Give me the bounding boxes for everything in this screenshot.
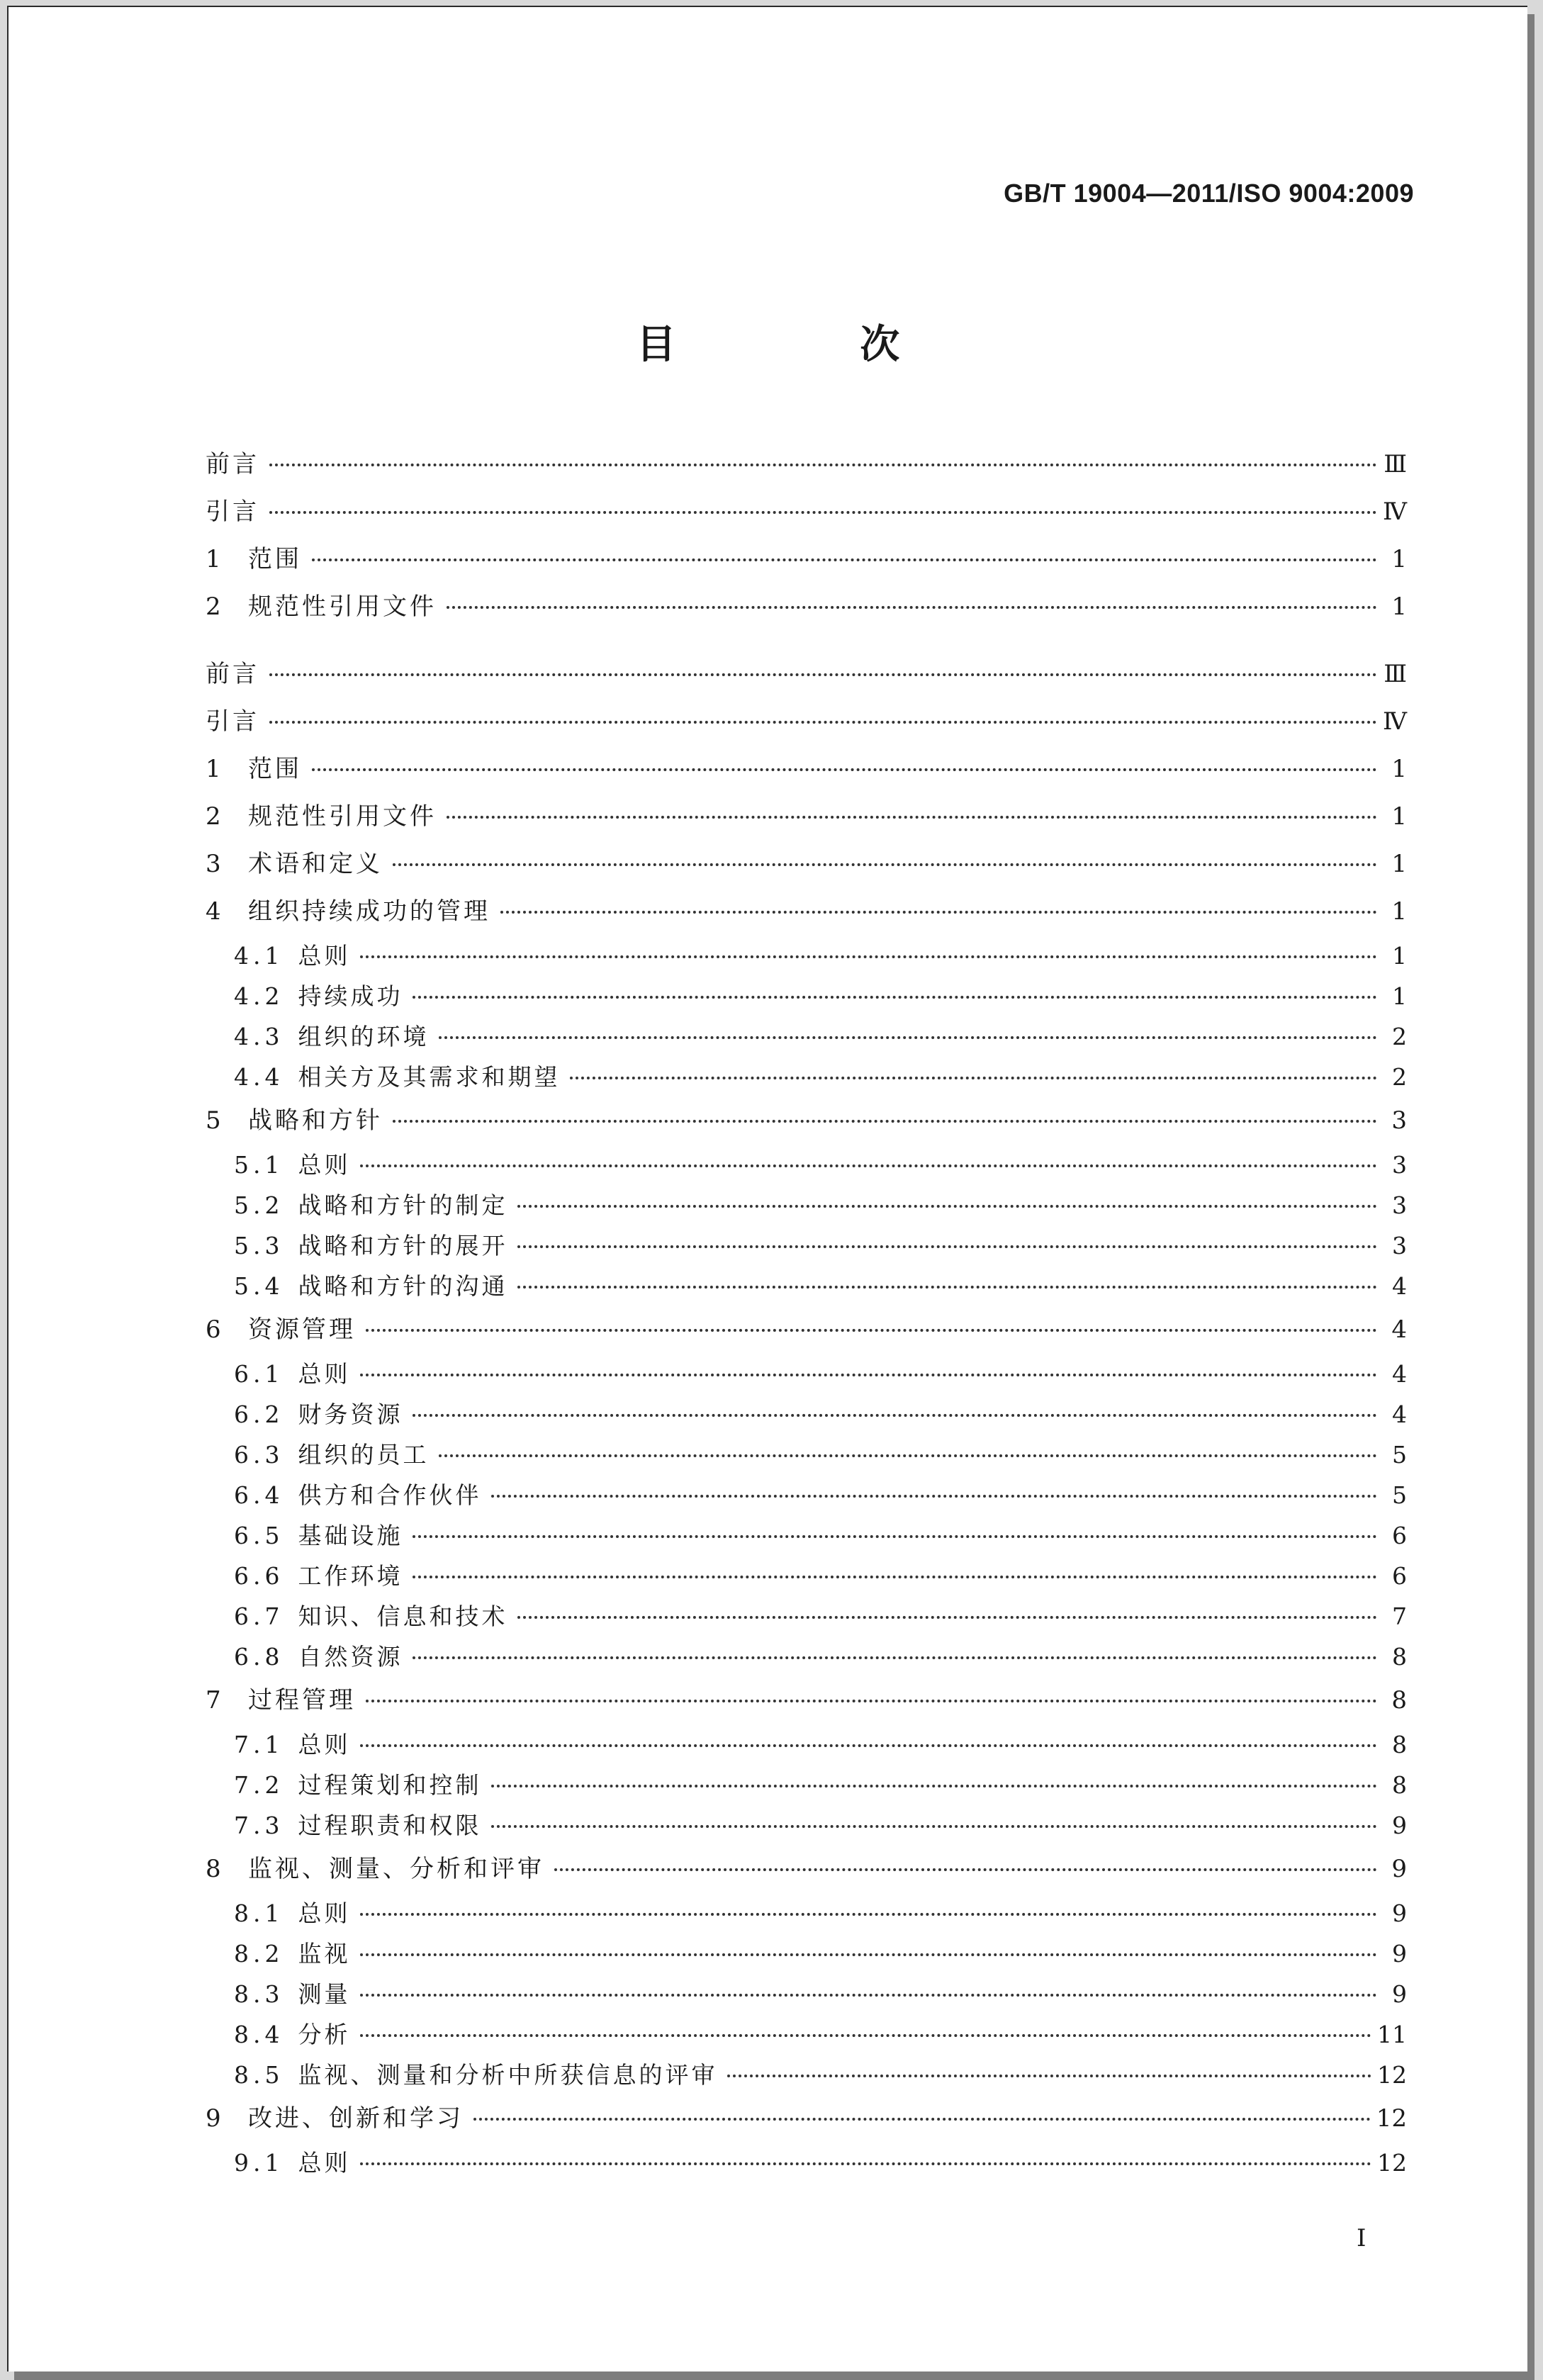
dot-leader (360, 1374, 1377, 1376)
toc-entry (206, 793, 1407, 841)
toc-entry (206, 1016, 1407, 1057)
toc-entry (206, 698, 1407, 746)
dot-leader (491, 1785, 1377, 1787)
toc-entry-label: 分析 (298, 2021, 351, 2048)
toc-entry (206, 488, 1407, 536)
toc-entry-page: Ⅳ (1383, 498, 1407, 526)
dot-leader (360, 1744, 1377, 1747)
dot-leader (360, 1913, 1377, 1916)
dot-leader (413, 1414, 1377, 1417)
dot-leader (366, 1700, 1377, 1702)
toc-entry-number: 4.1 (234, 942, 284, 970)
toc-entry-page: 1 (1392, 982, 1407, 1010)
toc-entry (206, 651, 1407, 698)
toc-entry-number: 7.3 (234, 1812, 284, 1839)
dot-leader (360, 1164, 1377, 1167)
dot-leader (360, 955, 1377, 958)
toc-preview-list (206, 441, 1407, 631)
toc-entry-page: 4 (1392, 1360, 1407, 1388)
toc-entry-label: 范围 (248, 755, 302, 783)
toc-entry (206, 1596, 1407, 1637)
dot-leader (517, 1245, 1377, 1248)
toc-entry-page: 2 (1392, 1063, 1407, 1091)
toc-entry-page: 12 (1377, 2149, 1407, 2177)
toc-entry-number: 2 (206, 802, 221, 831)
dot-leader (570, 1077, 1377, 1079)
toc-entry (206, 1805, 1407, 1846)
toc-entry (206, 1185, 1407, 1225)
toc-entry-page: 3 (1392, 1232, 1407, 1259)
toc-entry-page: 8 (1392, 1731, 1407, 1758)
toc-entry-label: 战略和方针的沟通 (298, 1272, 508, 1300)
toc-entry (206, 2055, 1407, 2095)
toc-entry-label: 总则 (298, 1899, 351, 1927)
page-title: 目 次 (636, 321, 985, 368)
toc-entry-label: 过程职责和权限 (298, 1812, 482, 1839)
toc-entry-page: 9 (1392, 1812, 1407, 1839)
toc-entry (206, 1225, 1407, 1266)
dot-leader (393, 1120, 1377, 1123)
toc-entry (206, 536, 1407, 583)
toc-entry-number: 7.1 (234, 1731, 284, 1758)
toc-entry-number: 4.3 (234, 1023, 284, 1050)
toc-entry-page: 12 (1377, 2061, 1407, 2089)
toc-entry (206, 1637, 1407, 1677)
toc-entry-label: 总则 (298, 942, 351, 970)
toc-entry-number: 4.2 (234, 982, 284, 1010)
toc-entry-page: 4 (1392, 1272, 1407, 1300)
standard-code: GB/T 19004—2011/ISO 9004:2009 (1004, 179, 1414, 208)
toc-entry-label: 过程管理 (248, 1686, 356, 1714)
toc-entry-page: 4 (1392, 1401, 1407, 1428)
dot-leader (491, 1495, 1377, 1498)
toc-entry-page: 5 (1392, 1441, 1407, 1469)
toc-entry-number: 8.3 (234, 1980, 284, 2008)
toc-entry-number: 9 (206, 2104, 221, 2133)
dot-leader (439, 1454, 1377, 1457)
toc-entry-page: 1 (1391, 755, 1407, 783)
toc-entry-label: 财务资源 (298, 1401, 403, 1428)
toc-entry (206, 583, 1407, 631)
dot-leader (360, 1994, 1377, 1997)
toc-entry-label: 工作环境 (298, 1562, 403, 1590)
toc-entry-label: 总则 (298, 1151, 351, 1179)
toc-entry (206, 1354, 1407, 1394)
toc-entry-page: 4 (1391, 1315, 1407, 1344)
toc-entry-number: 6.6 (234, 1562, 284, 1590)
toc-entry (206, 1893, 1407, 1933)
toc-entry-label: 监视、测量、分析和评审 (248, 1855, 544, 1883)
toc-entry (206, 1394, 1407, 1435)
toc-entry-label: 组织的环境 (298, 1023, 430, 1050)
toc-entry-label: 战略和方针的制定 (298, 1191, 508, 1219)
dot-leader (447, 816, 1377, 819)
toc-entry-number: 6 (206, 1315, 221, 1344)
toc-entry-label: 组织持续成功的管理 (248, 897, 490, 926)
toc-entry-page: 8 (1391, 1686, 1407, 1714)
toc-entry (206, 1475, 1407, 1515)
toc-entry-label: 持续成功 (298, 982, 403, 1010)
toc-entry-number: 1 (206, 545, 221, 573)
toc-entry-label: 引言 (206, 707, 259, 736)
toc-entry-number: 6.5 (234, 1522, 284, 1549)
dot-leader (727, 2075, 1371, 2077)
toc-entry-label: 基础设施 (298, 1522, 403, 1549)
toc-entry (206, 1765, 1407, 1805)
toc-entry-label: 引言 (206, 498, 259, 526)
toc-entry-page: Ⅳ (1383, 707, 1407, 736)
toc-entry-page: 11 (1377, 2021, 1407, 2048)
toc-entry-page: 3 (1392, 1151, 1407, 1179)
toc-entry-label: 资源管理 (248, 1315, 356, 1344)
toc-entry-number: 6.3 (234, 1441, 284, 1469)
toc-entry-page: Ⅲ (1384, 450, 1407, 478)
toc-entry-label: 监视、测量和分析中所获信息的评审 (298, 2061, 718, 2089)
toc-entry-page: 7 (1392, 1602, 1407, 1630)
dot-leader (517, 1205, 1377, 1208)
toc-entry-page: 5 (1392, 1481, 1407, 1509)
toc-entry-page: 12 (1376, 2104, 1407, 2133)
toc-entry-number: 9.1 (234, 2149, 284, 2177)
toc-entry (206, 1145, 1407, 1185)
toc-entry-page: Ⅲ (1384, 660, 1407, 688)
toc-entry (206, 1846, 1407, 1893)
dot-leader (312, 558, 1377, 561)
toc-entry-number: 4.4 (234, 1063, 284, 1091)
toc-entry-page: 9 (1392, 1980, 1407, 2008)
toc-entry-label: 自然资源 (298, 1643, 403, 1671)
dot-leader (473, 2118, 1371, 2121)
toc-entry (206, 746, 1407, 793)
dot-leader (393, 863, 1377, 866)
toc-entry-page: 8 (1392, 1643, 1407, 1671)
toc-entry-page: 1 (1391, 802, 1407, 831)
dot-leader (360, 2034, 1371, 2037)
dot-leader (447, 606, 1377, 609)
toc-entry-page: 1 (1391, 593, 1407, 621)
toc-entry-label: 前言 (206, 660, 259, 688)
dot-leader (439, 1036, 1377, 1039)
dot-leader (554, 1868, 1377, 1871)
dot-leader (491, 1825, 1377, 1828)
toc-entry-number: 8 (206, 1855, 221, 1883)
dot-leader (269, 673, 1377, 676)
toc-entry-number: 4 (206, 897, 221, 926)
dot-leader (360, 2162, 1371, 2165)
dot-leader (360, 1953, 1377, 1956)
toc-entry (206, 1435, 1407, 1475)
toc-entry-label: 战略和方针的展开 (298, 1232, 508, 1259)
toc-entry-label: 相关方及其需求和期望 (298, 1063, 561, 1091)
toc-entry-page: 9 (1392, 1899, 1407, 1927)
toc-entry (206, 2014, 1407, 2055)
toc-entry-label: 监视 (298, 1940, 351, 1968)
dot-leader (413, 1656, 1377, 1659)
dot-leader (517, 1616, 1377, 1619)
toc-entry (206, 1974, 1407, 2014)
toc-entry (206, 841, 1407, 888)
toc-entry-label: 总则 (298, 1731, 351, 1758)
dot-leader (269, 721, 1377, 724)
toc-entry (206, 1097, 1407, 1145)
toc-entry-page: 8 (1392, 1771, 1407, 1799)
toc-entry-page: 2 (1392, 1023, 1407, 1050)
toc-entry-number: 5.2 (234, 1191, 284, 1219)
toc-entry-page: 9 (1391, 1855, 1407, 1883)
toc-entry-page: 6 (1392, 1522, 1407, 1549)
toc-entry-number: 5.1 (234, 1151, 284, 1179)
toc-entry-label: 组织的员工 (298, 1441, 430, 1469)
toc-entry-number: 6.2 (234, 1401, 284, 1428)
toc-entry-label: 前言 (206, 450, 259, 478)
toc-entry (206, 1556, 1407, 1596)
toc-entry-page: 6 (1392, 1562, 1407, 1590)
toc-entry-page: 1 (1392, 942, 1407, 970)
dot-leader (269, 511, 1377, 514)
dot-leader (413, 1535, 1377, 1538)
toc-entry (206, 1306, 1407, 1354)
toc-entry (206, 976, 1407, 1016)
toc-entry-label: 测量 (298, 1980, 351, 2008)
toc-entry-label: 总则 (298, 1360, 351, 1388)
toc-entry-number: 7 (206, 1686, 221, 1714)
toc-entry (206, 888, 1407, 936)
toc-entry-page: 3 (1392, 1191, 1407, 1219)
toc-entry-number: 8.5 (234, 2061, 284, 2089)
toc-entry-page: 1 (1391, 545, 1407, 573)
dot-leader (366, 1329, 1377, 1332)
toc-entry (206, 1515, 1407, 1556)
toc-entry-number: 6.8 (234, 1643, 284, 1671)
dot-leader (413, 996, 1377, 999)
toc-entry (206, 1057, 1407, 1097)
toc-entry-label: 规范性引用文件 (248, 593, 437, 621)
toc-entry-label: 供方和合作伙伴 (298, 1481, 482, 1509)
toc-entry-number: 6.7 (234, 1602, 284, 1630)
toc-entry-page: 1 (1391, 897, 1407, 926)
toc-entry-page: 1 (1391, 850, 1407, 878)
toc-entry-page: 9 (1392, 1940, 1407, 1968)
toc-entry (206, 441, 1407, 488)
toc-entry-label: 改进、创新和学习 (248, 2104, 464, 2133)
toc-entry-label: 术语和定义 (248, 850, 383, 878)
toc-entry (206, 2143, 1407, 2183)
toc-entry-label: 战略和方针 (248, 1106, 383, 1135)
dot-leader (413, 1576, 1377, 1578)
toc-entry-number: 1 (206, 755, 221, 783)
toc-entry-label: 知识、信息和技术 (298, 1602, 508, 1630)
toc-entry (206, 1724, 1407, 1765)
toc-entry-number: 6.4 (234, 1481, 284, 1509)
toc-entry (206, 936, 1407, 976)
toc-entry-number: 7.2 (234, 1771, 284, 1799)
toc-entry (206, 1677, 1407, 1724)
document-page (7, 6, 1527, 2371)
toc-entry (206, 1933, 1407, 1974)
toc-entry (206, 2095, 1407, 2143)
dot-leader (517, 1286, 1377, 1289)
toc-entry-label: 总则 (298, 2149, 351, 2177)
toc-entry-number: 8.2 (234, 1940, 284, 1968)
toc-entry-label: 范围 (248, 545, 302, 573)
toc-entry-number: 6.1 (234, 1360, 284, 1388)
page-folio: I (1357, 2224, 1367, 2252)
toc-entry-label: 规范性引用文件 (248, 802, 437, 831)
toc-entry-page: 3 (1391, 1106, 1407, 1135)
dot-leader (312, 768, 1377, 771)
toc-entry-number: 5.4 (234, 1272, 284, 1300)
dot-leader (269, 464, 1377, 466)
toc-list (206, 651, 1407, 2183)
toc-entry-number: 5 (206, 1106, 221, 1135)
dot-leader (500, 911, 1377, 914)
toc-entry-number: 2 (206, 593, 221, 621)
toc-entry-number: 8.4 (234, 2021, 284, 2048)
toc-entry-number: 8.1 (234, 1899, 284, 1927)
toc-entry-number: 3 (206, 850, 221, 878)
toc-entry (206, 1266, 1407, 1306)
toc-entry-label: 过程策划和控制 (298, 1771, 482, 1799)
toc-entry-number: 5.3 (234, 1232, 284, 1259)
